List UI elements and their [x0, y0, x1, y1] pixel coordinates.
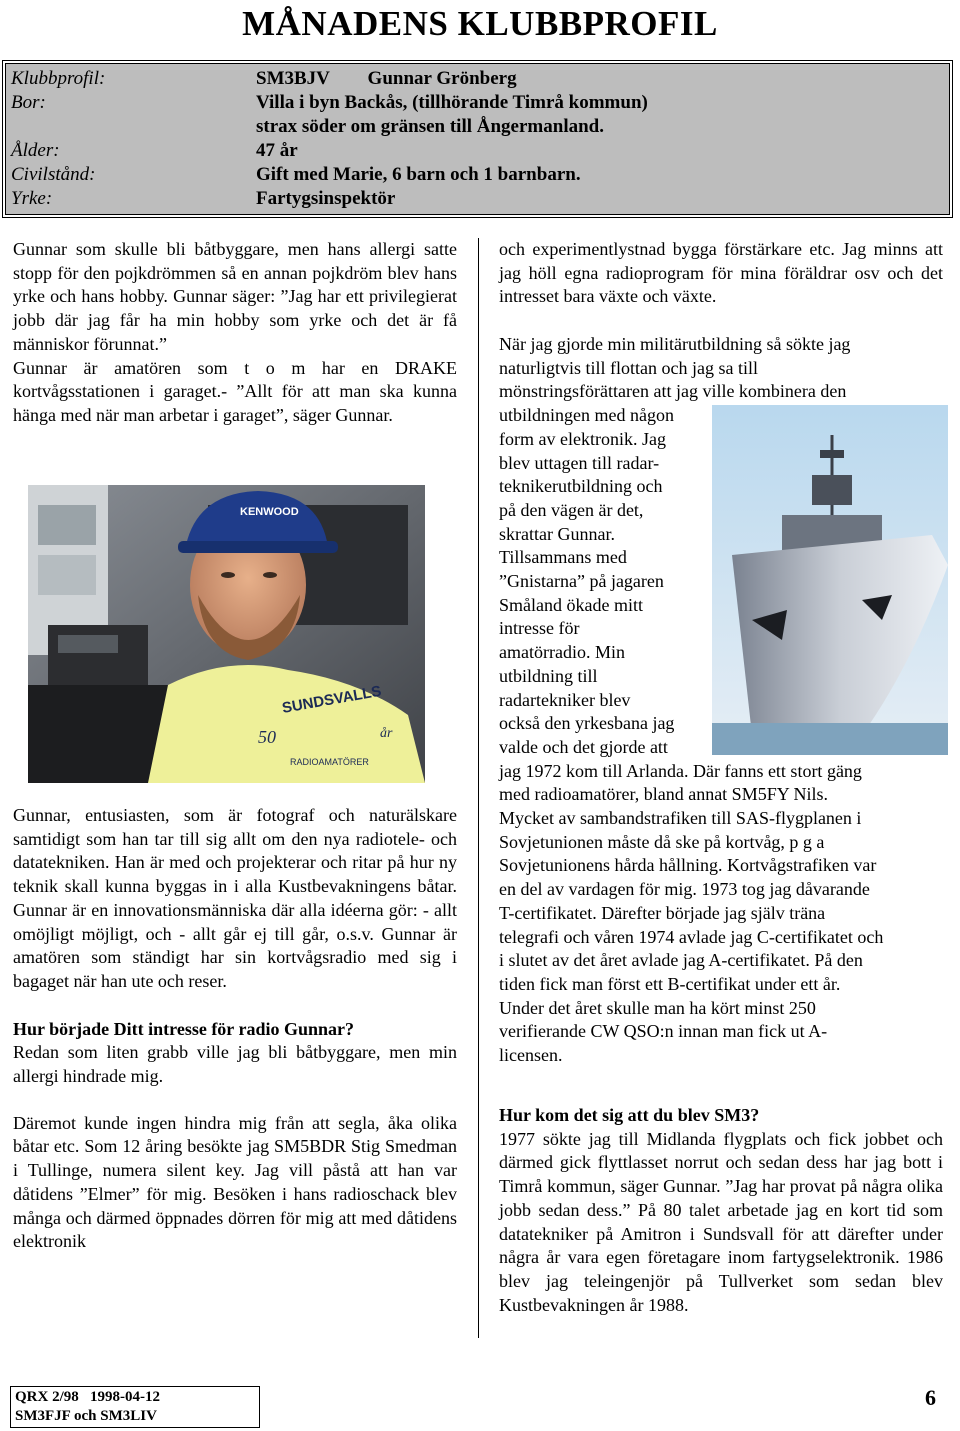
footer-issue: QRX 2/98 1998-04-12	[15, 1389, 160, 1405]
text-line: När jag gjorde min militärutbildning så sökte jag	[499, 334, 851, 354]
text-line: Tillsammans med	[499, 547, 627, 568]
portrait-illustration	[28, 485, 425, 783]
profile-value: strax söder om gränsen till Ångermanland.	[256, 116, 604, 137]
page-title: MÅNADENS KLUBBPROFIL	[242, 4, 718, 43]
text-line: Småland ökade mitt	[499, 594, 643, 615]
text-line: naturligtvis till flottan och jag sa till	[499, 357, 758, 378]
answer-paragraph-1: Redan som liten grabb ville jag bli båtbyggare, men min allergi hindrade mig.	[13, 1042, 457, 1087]
column-divider	[478, 238, 479, 1338]
text-line: licensen.	[499, 1045, 563, 1066]
text-line: Under det året skulle man ha kört minst 250	[499, 997, 816, 1018]
text-line: mönstringsförättaren att jag ville kombinera den	[499, 381, 847, 402]
body-paragraph-3: Däremot kunde ingen hindra mig från att segla, åka olika båtar etc. Som 12 åring besökte jag SM5BDR Stig Smedman i Tullinge, numera silent key. Jag vill påstå att han var dåtidens ”Elmer” för mig. Besöken i hans radioschack blev många och därmed öppnades dörren för mig att med dåtidens elektronik	[13, 1112, 457, 1252]
left-intro	[13, 238, 457, 428]
text-line: telegrafi och våren 1974 avlade jag C-certifikatet och	[499, 926, 884, 947]
profile-label: Bor:	[11, 92, 46, 113]
text-line: också den yrkesbana jag	[499, 713, 675, 734]
left-body	[13, 804, 457, 1254]
text-line: verifierande CW QSO:n innan man fick ut A-	[499, 1021, 828, 1042]
right-body	[499, 333, 943, 1068]
footer-issue-box	[10, 1386, 260, 1428]
shirt-small-text: RADIOAMATÖRER	[290, 757, 369, 767]
profile-label: Klubbprofil:	[11, 68, 106, 89]
right-intro	[499, 238, 943, 309]
profile-label: Yrke:	[11, 188, 53, 209]
text-line: teknikerutbildning och	[499, 476, 663, 497]
text-line: intresse för	[499, 618, 580, 639]
shirt-year: år	[380, 726, 393, 741]
text-line: en del av vardagen för mig. 1973 tog jag dåvarande	[499, 879, 870, 900]
text-line: valde och det gjorde att	[499, 736, 668, 757]
portrait-photo	[28, 485, 425, 783]
body-paragraph: Gunnar, entusiasten, som är fotograf och naturälskare samtidigt som han tar till sig allt om den nya radiotele- och datatekniken. Han är med och projekterar och ritar på hur ny teknik skall kunna byggas in i alla Kustbevakningens båtar. Gunnar är en innovationsmänniska där alla idéerna gör: - allt omöjligt möjligt, och - allt går ej till går, o.s.v. Gunnar är amatören som ständigt har sin kortvågsradio med sig i bagaget när han ute och reser.	[13, 805, 457, 991]
question-heading-1: Hur började Ditt intresse för radio Gunnar?	[13, 1018, 354, 1039]
right-section-2	[499, 1104, 943, 1317]
shirt-number: 50	[258, 727, 276, 747]
text-line: T-certifikatet. Därefter började jag själv träna	[499, 902, 826, 923]
text-line: Mycket av sambandstrafiken till SAS-flygplanen i	[499, 808, 862, 829]
text-line: tiden fick man först ett B-certifikat under ett år.	[499, 973, 841, 994]
answer-paragraph-2: 1977 sökte jag till Midlanda flygplats och fick jobbet och därmed gick flyttlasset norrut och sedan dess har jag bott i Timrå kommun, säger Gunnar. ”Jag har provat på några olika jobb sedan dess.” På 80 talet arbetade jag en kort tid som datatekniker på Amitron i Sundsvall för att därefter under några år vara egen företagare inom fartygselektronik. 1986 blev jag teleingenjör på Tullverket som sedan blev Kustbevakningen år 1988.	[499, 1128, 943, 1315]
intro-paragraph: Gunnar som skulle bli båtbyggare, men hans allergi satte stopp för den pojkdrömmen så en annan pojkdröm blev hans yrke och hans hobby. Gunnar säger: ”Jag har ett privilegierat jobb där jag får ha min hobby som yrke och det är få människor förunnat.”	[13, 239, 457, 354]
cap-text: KENWOOD	[240, 506, 299, 518]
text-line: utbildning till	[499, 665, 598, 686]
right-paragraph-1: och experimentlystnad bygga förstärkare etc. Jag minns att jag höll egna radioprogram för mina föräldrar osv och det intresset bara växte och växte.	[499, 239, 943, 307]
text-line: blev uttagen till radar-	[499, 452, 660, 473]
profile-value: Villa i byn Backås, (tillhörande Timrå kommun)	[256, 92, 648, 113]
text-line: ”Gnistarna” på jagaren	[499, 571, 664, 592]
page-number: 6	[925, 1385, 936, 1410]
text-line: amatörradio. Min	[499, 642, 625, 663]
text-line: på den vägen är det,	[499, 499, 644, 520]
shirt-text: SUNDSVALLS	[280, 682, 383, 717]
text-line: i slutet av det året avlade jag A-certifikatet. På den	[499, 950, 863, 971]
text-line: radartekniker blev	[499, 689, 631, 710]
question-heading-2: Hur kom det sig att du blev SM3?	[499, 1105, 760, 1125]
text-line: jag 1972 kom till Arlanda. Där fanns ett stort gäng	[499, 760, 862, 781]
profile-value: Fartygsinspektör	[256, 188, 396, 209]
profile-value: 47 år	[256, 140, 298, 161]
profile-value: Gift med Marie, 6 barn och 1 barnbarn.	[256, 164, 581, 185]
profile-value: SM3BJV Gunnar Grönberg	[256, 68, 517, 89]
text-line: utbildningen med någon	[499, 405, 674, 426]
footer-authors: SM3FJF och SM3LIV	[15, 1408, 157, 1424]
intro-paragraph-2: Gunnar är amatören som t o m har en DRAKE kortvågsstationen i garaget.- ”Allt för att man ska kunna hänga med när man arbetar i garaget”, säger Gunnar.	[13, 357, 457, 425]
profile-box	[5, 63, 950, 215]
text-line: form av elektronik. Jag	[499, 428, 666, 449]
profile-label: Civilstånd:	[11, 164, 96, 185]
text-line: med radioamatörer, bland annat SM5FY Nils.	[499, 784, 829, 805]
text-line: Sovjetunionens hårda hållning. Kortvågstrafiken var	[499, 855, 877, 876]
text-line: skrattar Gunnar.	[499, 523, 615, 544]
text-line: Sovjetunionen måste då ske på kortvåg, p g a	[499, 831, 825, 852]
profile-label: Ålder:	[11, 140, 60, 161]
